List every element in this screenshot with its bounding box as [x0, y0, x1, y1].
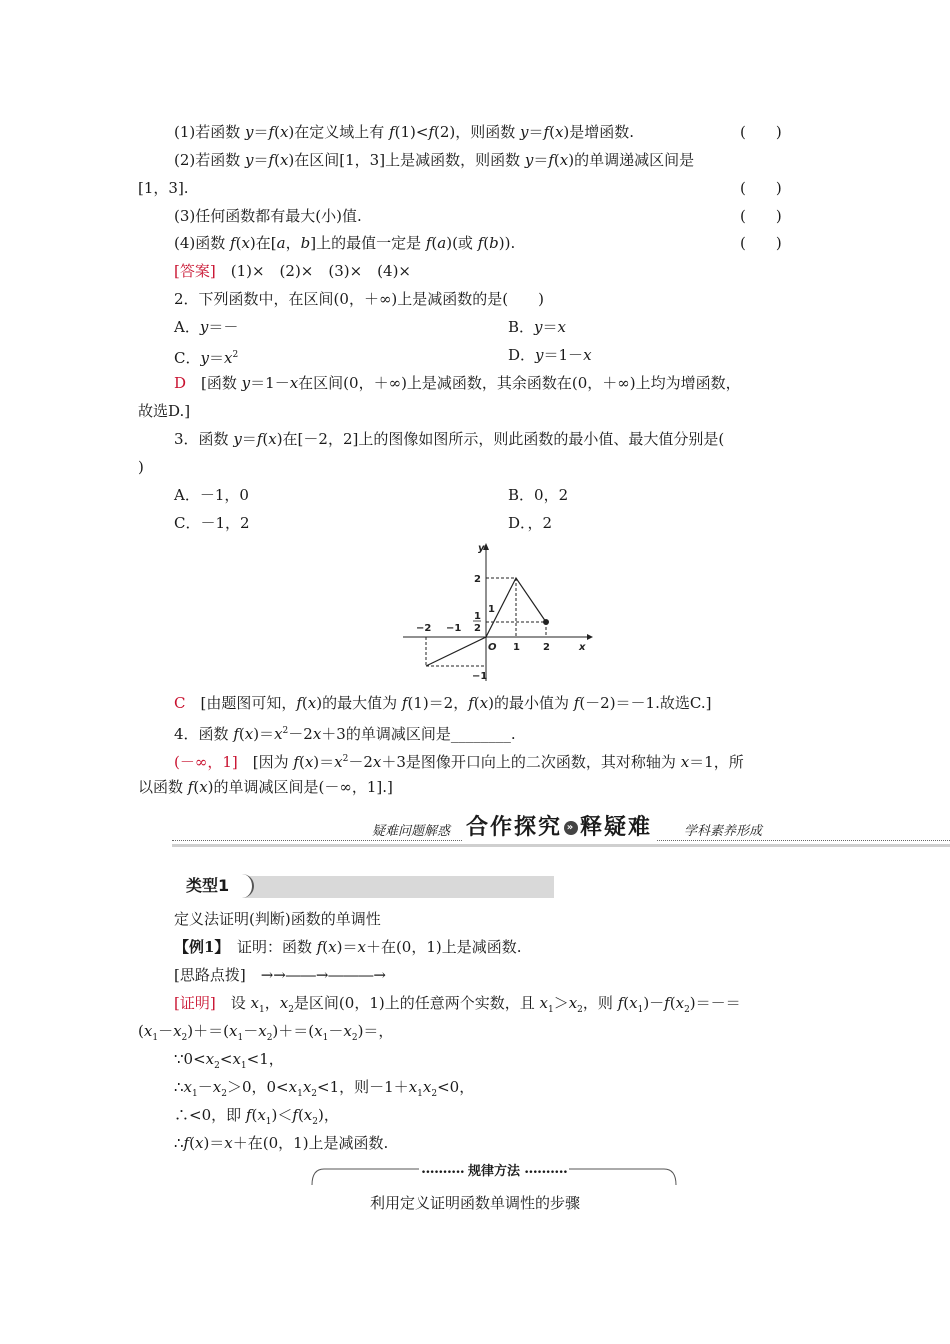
y-axis-label: y — [478, 543, 485, 554]
q3-option-a: A．－1，0 — [174, 486, 249, 504]
q3-explanation: C [由题图可知，f(x)的最大值为 f(1)＝2，f(x)的最小值为 f(－2)＝－1.故选C.] — [174, 694, 712, 712]
hint-arrows: →→――→―――→ — [245, 966, 386, 984]
q3-option-b: B．0，2 — [508, 486, 569, 504]
x-axis-arrow-icon — [587, 634, 593, 640]
method-title: 规律方法 — [467, 1164, 520, 1179]
y-tick-1: 1 — [488, 604, 495, 615]
q4-explanation: (－∞，1] [因为 $f(x)=x^2-2x+3$是图像开口向上的二次函数，其对称轴为 x＝1，所 — [174, 753, 744, 771]
section-banner — [172, 814, 950, 848]
proof-line-2: $(x_1-x_2)+=(x_1-x_2)+=(x_1-x_2)=$， — [138, 1022, 394, 1043]
q4-answer: (－∞，1] — [174, 753, 238, 771]
q2-explanation: D [函数 y＝1－x在区间(0，＋∞)上是减函数，其余函数在(0，＋∞)上均为增函数， — [174, 374, 741, 392]
x-tick-2: 2 — [543, 642, 550, 653]
example-label: 【例1】 — [174, 938, 222, 956]
proof-line-5: ∴<0，即 $f(x_1)<f(x_2)$， — [174, 1106, 339, 1127]
q1-item-4: (4)函数 f(x)在[a，b]上的最值一定是 f(a)(或 f(b)). — [174, 234, 516, 252]
proof-label: [证明] — [174, 994, 216, 1012]
x-tick-neg2: −2 — [416, 623, 432, 634]
hint-line — [174, 965, 386, 985]
proof-line-3: $\because 0<x_2<x_1<1$， — [174, 1050, 284, 1071]
q4-explanation-cont: 以函数 f(x)的单调减区间是(－∞，1].] — [138, 778, 393, 796]
q4-stem: 4．函数 $f(x)=x^2-2x+3$的单调减区间是________. — [174, 725, 516, 743]
q2-option-b: B．y＝x — [508, 318, 566, 336]
proof-line-4: $\therefore x_1-x_2>0$，$0<x_1x_2<1$，则$-1+x_1x_2<0$， — [174, 1078, 475, 1099]
q3-option-c: C．－1，2 — [174, 514, 250, 532]
example-1: 【例1】 证明：函数 f(x)＝x＋在(0，1)上是减函数. — [174, 938, 522, 956]
proof-line-6: ∴f(x)＝x＋在(0，1)上是减函数. — [174, 1134, 389, 1152]
q1-item-2-cont: [1，3]. — [138, 179, 189, 197]
answer-blank-2: ( ) — [740, 179, 782, 197]
q2-option-c: C．$y=x^2$ — [174, 349, 239, 367]
proof-line-1: [证明] 设 $x_1$，$x_2$是区间(0，1)上的任意两个实数，且 $x_1>x_2$，则 $f(x_1)-f(x_2)=-=$ — [174, 994, 741, 1015]
banner-left-text: 疑难问题解惑 — [368, 820, 454, 839]
method-dots-right: •••••••••• — [524, 1168, 568, 1178]
q1-item-3: (3)任何函数都有最大(小)值. — [174, 207, 362, 225]
type-title: 定义法证明(判断)函数的单调性 — [174, 910, 381, 928]
y-tick-half-den: 2 — [474, 623, 481, 634]
banner-chevron-icon: » — [564, 821, 578, 835]
q2-option-d: D．y＝1－x — [508, 346, 592, 364]
q2-answer-letter: D — [174, 374, 187, 392]
banner-right-text: 学科素养形成 — [680, 820, 766, 839]
q3-answer-letter: C — [174, 694, 186, 712]
origin-label: O — [488, 642, 497, 653]
y-tick-neg1: −1 — [472, 671, 488, 682]
q2-explanation-cont: 故选D.] — [138, 402, 191, 420]
y-tick-2: 2 — [474, 574, 481, 585]
method-title-row — [310, 1163, 678, 1182]
q1-answer: [答案] (1)× (2)× (3)× (4)× — [174, 262, 411, 280]
answer-blank-4: ( ) — [740, 234, 782, 252]
q2-stem: 2．下列函数中，在区间(0，＋∞)上是减函数的是( ) — [174, 290, 544, 308]
x-axis-label: x — [579, 642, 586, 653]
banner-title: 合作探究 » 释疑难 — [462, 814, 656, 842]
method-box — [310, 1163, 678, 1187]
q2-option-a: A．y＝－ — [174, 318, 239, 336]
function-graph — [395, 538, 595, 686]
endpoint-dot — [543, 619, 549, 625]
q1-item-1: (1)若函数 y＝f(x)在定义域上有 f(1)<f(2)，则函数 y＝f(x)是增函数. — [174, 123, 635, 141]
x-tick-1: 1 — [513, 642, 520, 653]
hint-label: [思路点拨] — [174, 966, 246, 984]
x-tick-neg1: −1 — [446, 623, 462, 634]
type-tag: 类型1 — [172, 874, 254, 898]
q3-stem: 3．函数 y＝f(x)在[－2，2]上的图像如图所示，则此函数的最小值、最大值分别是( — [174, 430, 725, 448]
answer-label: [答案] — [174, 262, 216, 280]
answer-blank-3: ( ) — [740, 207, 782, 225]
y-tick-half-num: 1 — [474, 611, 481, 622]
q3-option-d: D．，2 — [508, 514, 553, 532]
q3-stem-cont: ) — [138, 458, 144, 476]
method-subtitle: 利用定义证明函数单调性的步骤 — [369, 1194, 580, 1212]
method-dots-left: •••••••••• — [420, 1168, 464, 1178]
q1-item-2: (2)若函数 y＝f(x)在区间[1，3]上是减函数，则函数 y＝f(x)的单调递减区间是 — [174, 151, 695, 169]
answer-blank-1: ( ) — [740, 123, 782, 141]
